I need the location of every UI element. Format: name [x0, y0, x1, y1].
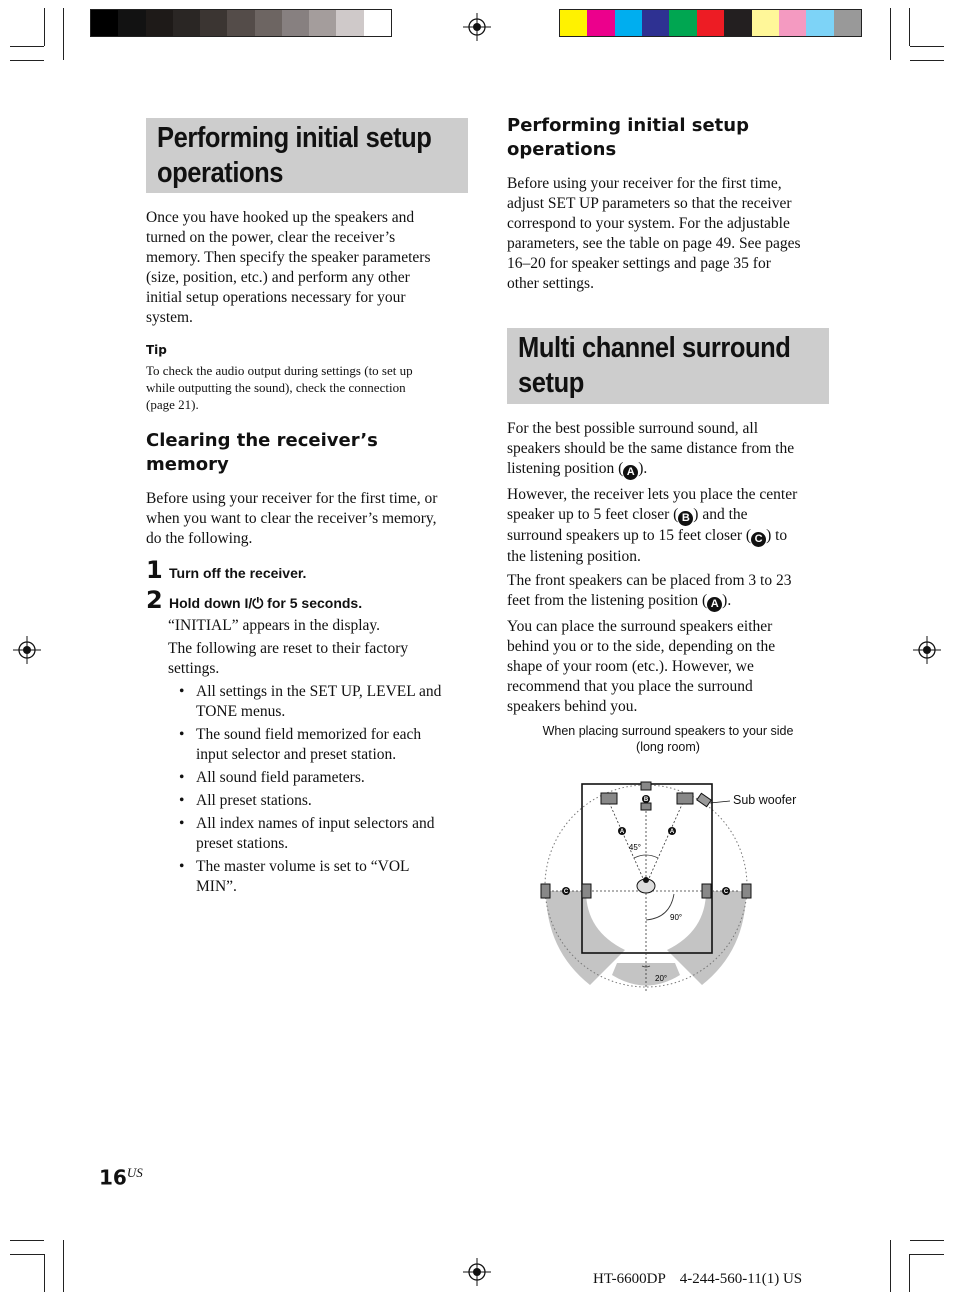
text-line: (size, position, etc.) and perform any other: [146, 269, 410, 286]
center-speaker-top: [641, 782, 651, 790]
heading-initial-setup: [507, 114, 749, 162]
page-number-suffix: US: [126, 1165, 143, 1180]
color-swatch: [615, 10, 642, 36]
color-swatch: [642, 10, 669, 36]
caption-line: (long room): [636, 740, 700, 754]
right-surround-speaker: [702, 884, 711, 898]
banner-title-line2: operations: [157, 157, 284, 189]
power-symbol: I/⏻: [244, 595, 264, 611]
text-line: correspond to your system. For the adjustable: [507, 215, 790, 232]
color-swatch: [724, 10, 751, 36]
left-surround-zone: [546, 891, 625, 985]
text-line: settings.: [168, 660, 220, 677]
list-item: All index names of input selectors and preset stations.: [196, 815, 435, 852]
clear-intro-paragraph: [146, 489, 476, 549]
bullet-marker: •: [179, 726, 185, 743]
setup-intro-paragraph: [507, 174, 837, 294]
heading-line: Clearing the receiver’s: [146, 430, 378, 451]
bullet-marker: •: [179, 792, 185, 809]
color-swatch: [587, 10, 614, 36]
gray-swatch: [91, 10, 118, 36]
intro-paragraph: [146, 208, 476, 328]
angle-45-label: 45°: [628, 843, 641, 852]
page-number-value: 16: [99, 1165, 127, 1190]
circled-a-icon: A: [707, 597, 722, 612]
page-number: [99, 1165, 143, 1190]
text-line: Before using your receiver for the first time,: [507, 175, 782, 192]
text-line: system.: [146, 309, 193, 326]
circled-b-icon: B: [678, 511, 693, 526]
surround-paragraph-2: However, the receiver lets you place the center speaker up to 5 feet closer ( B ) and the surround speakers up to 15 feet closer ( C ) to the listening position.: [507, 486, 798, 565]
center-speaker: [641, 803, 651, 810]
front-right-speaker: [677, 793, 693, 804]
text-line: turned on the power, clear the receiver’s: [146, 229, 396, 246]
gray-swatch: [227, 10, 254, 36]
banner-title-line1: Performing initial setup: [157, 122, 432, 154]
banner-title-line1: Multi channel surround: [518, 332, 791, 364]
text-line: do the following.: [146, 530, 253, 547]
label-a-left: A: [619, 829, 625, 835]
text-line: other settings.: [507, 275, 594, 292]
text-line: (page 21).: [146, 397, 199, 412]
left-surround-outer-speaker: [541, 884, 550, 898]
part-number: 4-244-560-11(1) US: [679, 1271, 803, 1287]
section-banner-surround: [507, 328, 829, 404]
label-c-right: C: [723, 889, 729, 895]
circled-a-icon: A: [623, 465, 638, 480]
registration-mark-left: [12, 635, 42, 665]
color-swatch: [669, 10, 696, 36]
gray-swatch: [309, 10, 336, 36]
gray-swatch: [118, 10, 145, 36]
list-item: The sound field memorized for each input selector and preset station.: [196, 726, 422, 763]
list-item: All settings in the SET UP, LEVEL and TONE menus.: [196, 683, 442, 720]
heading-line: Performing initial setup: [507, 115, 749, 136]
banner-title-line2: setup: [518, 367, 584, 399]
section-banner-initial-setup: [146, 118, 468, 193]
tip-text: [146, 362, 476, 413]
left-surround-speaker: [582, 884, 591, 898]
label-b: B: [643, 797, 649, 803]
text-line: memory. Then specify the speaker parameters: [146, 249, 431, 266]
list-item: The master volume is set to “VOL MIN”.: [196, 858, 410, 895]
gray-swatch: [173, 10, 200, 36]
right-surround-outer-speaker: [742, 884, 751, 898]
label-c-left: C: [563, 889, 569, 895]
gray-swatch: [255, 10, 282, 36]
step-1-text: Turn off the receiver.: [169, 565, 307, 581]
caption-line: When placing surround speakers to your side: [542, 724, 794, 738]
surround-paragraph-1: For the best possible surround sound, all speakers should be the same distance from the listening position ( A ).: [507, 420, 795, 478]
right-surround-zone: [667, 891, 746, 985]
step-2-note: “INITIAL” appears in the display.: [168, 617, 381, 634]
model-footer: [593, 1271, 802, 1288]
heading-line: memory: [146, 454, 229, 475]
surround-paragraph-3: The front speakers can be placed from 3 to 23 feet from the listening position ( A ).: [507, 572, 792, 610]
heading-clearing-memory: [146, 429, 378, 477]
text-line: Once you have hooked up the speakers and: [146, 209, 415, 226]
subwoofer-label: Sub woofer: [733, 793, 797, 807]
color-swatch: [697, 10, 724, 36]
subwoofer-speaker: [697, 793, 711, 806]
text-line: The following are reset to their factory: [168, 640, 409, 657]
color-swatch: [806, 10, 833, 36]
heading-line: operations: [507, 139, 617, 160]
color-calibration-bar: [559, 9, 862, 37]
color-swatch: [834, 10, 861, 36]
angle-20-label: 20°: [655, 974, 668, 983]
color-swatch: [779, 10, 806, 36]
step-2-text-b: for 5 seconds.: [263, 595, 363, 611]
step-2-text: [169, 594, 362, 612]
step-1-number: 1: [146, 556, 163, 584]
list-item: All preset stations.: [196, 792, 312, 809]
bullet-marker: •: [179, 769, 185, 786]
text-line: while outputting the sound), check the connection: [146, 380, 406, 395]
step-2-text-a: Hold down: [169, 595, 245, 611]
gray-swatch: [364, 10, 391, 36]
step-2-number: 2: [146, 586, 163, 614]
gray-swatch: [200, 10, 227, 36]
reset-intro: [168, 639, 468, 679]
front-left-speaker: [601, 793, 617, 804]
text-line: when you want to clear the receiver’s memory,: [146, 510, 437, 527]
model-number: HT-6600DP: [593, 1271, 666, 1287]
bullet-marker: •: [179, 858, 185, 875]
list-item: All sound field parameters.: [196, 769, 365, 786]
text-line: parameters, see the table on page 49. See pages: [507, 235, 801, 252]
gray-swatch: [282, 10, 309, 36]
bullet-marker: •: [179, 683, 185, 700]
gray-swatch: [336, 10, 363, 36]
text-line: adjust SET UP parameters so that the receiver: [507, 195, 792, 212]
surround-paragraph-4: You can place the surround speakers either behind you or to the side, depending on the shape of your room (etc.). However, we recommend that you place the surround speakers behind you.: [507, 618, 776, 715]
text-line: initial setup operations necessary for your: [146, 289, 406, 306]
angle-90-label: 90°: [670, 913, 683, 922]
color-swatch: [752, 10, 779, 36]
registration-mark-bottom: [462, 1257, 492, 1287]
registration-mark-top: [462, 12, 492, 42]
gray-swatch: [146, 10, 173, 36]
registration-mark-right: [912, 635, 942, 665]
grayscale-calibration-bar: [90, 9, 392, 37]
text-line: To check the audio output during settings (to set up: [146, 363, 413, 378]
color-swatch: [560, 10, 587, 36]
diagram-caption: [507, 723, 829, 755]
tip-title: Tip: [146, 343, 167, 357]
circled-c-icon: C: [751, 532, 766, 547]
bullet-marker: •: [179, 815, 185, 832]
text-line: 16–20 for speaker settings and page 35 for: [507, 255, 771, 272]
text-line: Before using your receiver for the first time, or: [146, 490, 438, 507]
label-a-right: A: [669, 829, 675, 835]
